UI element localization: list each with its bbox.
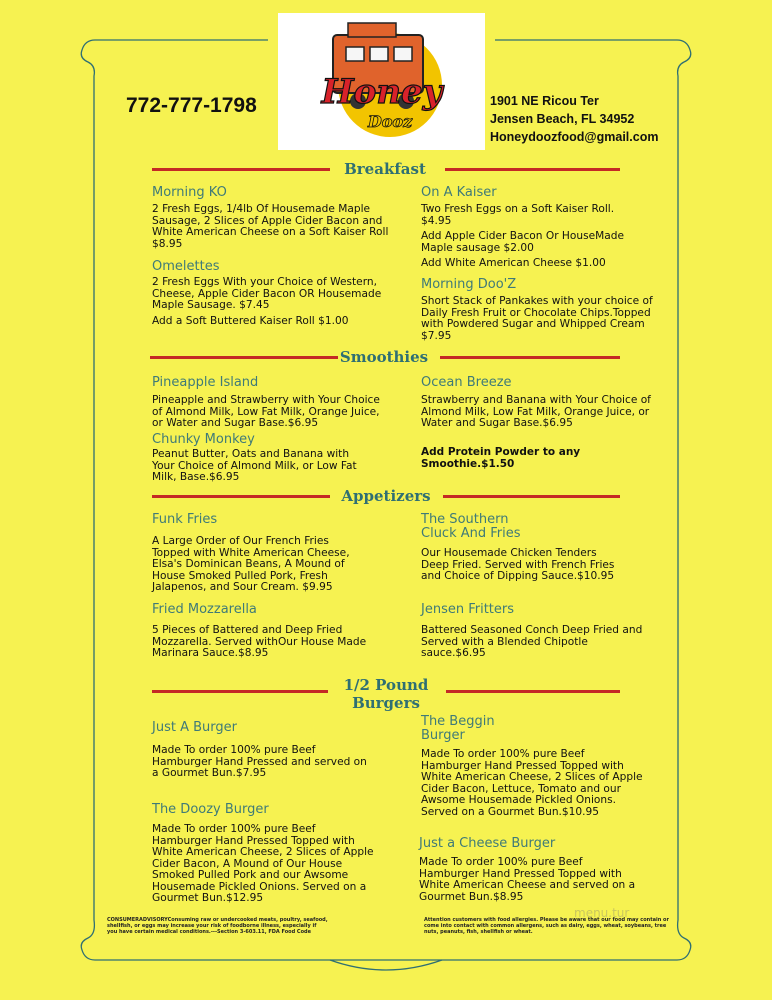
section-divider — [150, 356, 338, 359]
item-desc-morning-dooz — [421, 296, 653, 342]
item-desc-jensen-fritters — [421, 625, 642, 660]
desc-line: White American Cheese, 2 Slices of Apple — [152, 846, 374, 858]
desc-line: Served on a Gourmet Bun.$10.95 — [421, 805, 599, 818]
desc-line: Water and Sugar Base.$6.95 — [421, 417, 573, 429]
logo-wordmark: Honey — [321, 72, 443, 112]
desc-line: White American Cheese on a Soft Kaiser Roll — [152, 226, 389, 238]
desc-line: Cheese, Apple Cider Bacon OR Housemade — [152, 287, 382, 300]
desc-line: Maple sausage $2.00 — [421, 241, 534, 254]
item-desc-funk-fries — [152, 536, 350, 594]
item-title-beggin-burger — [421, 715, 495, 743]
desc-line: Mozzarella. Served withOur House Made — [152, 635, 367, 648]
desc-line: Made To order 100% pure Beef — [152, 823, 316, 835]
section-divider — [152, 690, 328, 693]
note-line: Add Protein Powder to any — [421, 446, 581, 458]
desc-line: Strawberry and Banana with Your Choice of — [421, 394, 651, 406]
desc-line: Cider Bacon, A Mound of Our House — [152, 857, 343, 870]
logo — [278, 13, 485, 150]
section-divider — [440, 356, 620, 359]
desc-line: a Gourmet Bun.$7.95 — [152, 767, 267, 779]
title-line: The Southern — [421, 512, 509, 527]
phone-number[interactable]: 772-777-1798 — [126, 94, 257, 117]
section-divider — [152, 495, 330, 498]
desc-line: Hamburger Hand Pressed Topped with — [419, 867, 622, 880]
desc-line: of Almond Milk, Low Fat Milk, Orange Juice, — [152, 405, 380, 418]
protein-addon-note — [421, 446, 580, 470]
desc-line: Made To order 100% pure Beef — [152, 744, 316, 756]
desc-line: Elsa's Dominican Beans, A Mound of — [152, 558, 345, 570]
desc-line: White American Cheese and served on a — [419, 879, 636, 891]
food-truck-logo-icon — [278, 13, 485, 150]
item-desc-pineapple-island — [152, 395, 380, 430]
item-desc-chunky-monkey — [152, 449, 357, 484]
desc-line: Housemade Pickled Onions. Served on a — [152, 880, 367, 893]
section-title-burgers — [334, 676, 438, 712]
desc-line: Short Stack of Pankakes with your choice of — [421, 295, 653, 307]
item-desc-ocean-breeze — [421, 395, 651, 430]
desc-line: Your Choice of Almond Milk, or Low Fat — [152, 459, 357, 472]
desc-line: Our Housemade Chicken Tenders — [421, 547, 597, 559]
desc-line: sauce.$6.95 — [421, 647, 486, 659]
item-title-ocean-breeze: Ocean Breeze — [421, 375, 512, 390]
item-desc-southern-cluck — [421, 548, 614, 583]
desc-line: Awsome Housemade Pickled Onions. — [421, 794, 616, 806]
desc-line: Jalapenos, and Sour Cream. $9.95 — [152, 581, 333, 593]
title-line: Burgers — [352, 694, 420, 712]
fine-line: come into contact with common allergens, such as dairy, eggs, wheat, soybeans, tree — [424, 923, 667, 929]
item-title-cheese-burger: Just a Cheese Burger — [419, 836, 556, 851]
title-line: Burger — [421, 728, 465, 743]
desc-line: with Powdered Sugar and Whipped Cream — [421, 318, 645, 330]
desc-line: Topped with White American Cheese, — [152, 546, 350, 559]
item-desc-morning-ko — [152, 204, 388, 250]
item-desc-doozy-burger — [152, 824, 374, 905]
desc-line: House Smoked Pulled Pork, Fresh — [152, 569, 328, 582]
desc-line: or Water and Sugar Base.$6.95 — [152, 417, 319, 429]
item-title-jensen-fritters: Jensen Fritters — [421, 602, 515, 617]
item-desc-on-a-kaiser — [421, 204, 614, 227]
desc-line: Battered Seasoned Conch Deep Fried and — [421, 624, 643, 636]
desc-line: Marinara Sauce.$8.95 — [152, 647, 269, 659]
item-desc-beggin-burger — [421, 749, 643, 818]
desc-line: Daily Fresh Fruit or Chocolate Chips.Topped — [421, 306, 651, 319]
note-line: Smoothie.$1.50 — [421, 458, 515, 470]
item-desc-omelettes — [152, 277, 381, 312]
item-desc-fried-mozzarella — [152, 625, 366, 660]
item-title-morning-ko: Morning KO — [152, 185, 227, 200]
desc-line: $8.95 — [152, 237, 183, 250]
desc-line: $7.95 — [421, 329, 452, 342]
desc-line: A Large Order of Our French Fries — [152, 535, 329, 547]
desc-line: Milk, Base.$6.95 — [152, 471, 240, 483]
fine-line: you have certain medical conditions.---Section 3-603.11, FDA Food Code — [107, 929, 311, 935]
item-title-pineapple-island: Pineapple Island — [152, 375, 259, 390]
item-title-morning-dooz: Morning Doo'Z — [421, 277, 517, 292]
section-title-smoothies: Smoothies — [339, 348, 429, 366]
section-title-appetizers: Appetizers — [341, 487, 431, 505]
desc-line: Sausage, 2 Slices of Apple Cider Bacon and — [152, 214, 383, 227]
desc-line: Cider Bacon, Lettuce, Tomato and our — [421, 782, 621, 795]
consumer-advisory — [107, 917, 328, 935]
desc-line: Gourmet Bun.$8.95 — [419, 890, 524, 903]
fine-line: CONSUMERADVISORYConsuming raw or undercooked meats, poultry, seafood, — [107, 917, 328, 923]
item-title-just-a-burger: Just A Burger — [152, 720, 237, 735]
desc-line: Served with a Blended Chipotle — [421, 635, 588, 648]
title-line: 1/2 Pound — [343, 676, 429, 694]
section-title-breakfast: Breakfast — [344, 160, 426, 178]
allergy-notice — [424, 917, 669, 935]
item-title-fried-mozzarella: Fried Mozzarella — [152, 602, 257, 617]
item-addon-kaiser-cheese: Add White American Cheese $1.00 — [421, 257, 606, 269]
title-line: The Beggin — [421, 714, 495, 729]
section-divider — [152, 168, 330, 171]
desc-line: Hamburger Hand Pressed and served on — [152, 755, 367, 768]
item-title-chunky-monkey: Chunky Monkey — [152, 432, 255, 447]
desc-line: Pineapple and Strawberry with Your Choice — [152, 394, 380, 406]
desc-line: Hamburger Hand Pressed Topped with — [152, 834, 355, 847]
section-divider — [445, 168, 620, 171]
desc-line: White American Cheese, 2 Slices of Apple — [421, 771, 643, 783]
item-addon-omelettes: Add a Soft Buttered Kaiser Roll $1.00 — [152, 315, 349, 327]
desc-line: Made To order 100% pure Beef — [419, 856, 583, 868]
section-divider — [446, 690, 620, 693]
fine-line: nuts, peanuts, fish, shellfish or wheat. — [424, 929, 533, 935]
item-title-southern-cluck — [421, 513, 521, 541]
watermark: menu.tur — [574, 906, 630, 920]
desc-line: Maple Sausage. $7.45 — [152, 299, 270, 311]
desc-line: Deep Fried. Served with French Fries — [421, 558, 615, 571]
item-title-omelettes: Omelettes — [152, 259, 220, 274]
title-line: Cluck And Fries — [421, 526, 521, 541]
item-desc-cheese-burger — [419, 857, 635, 903]
desc-line: Made To order 100% pure Beef — [421, 748, 585, 760]
address-line-1: 1901 NE Ricou Ter — [490, 94, 599, 108]
desc-line: 5 Pieces of Battered and Deep Fried — [152, 624, 343, 636]
item-desc-just-a-burger — [152, 745, 367, 780]
contact-address — [490, 92, 658, 146]
desc-line: Hamburger Hand Pressed Topped with — [421, 759, 624, 772]
desc-line: Almond Milk, Low Fat Milk, Orange Juice, or — [421, 405, 650, 418]
item-title-on-a-kaiser: On A Kaiser — [421, 185, 497, 200]
desc-line: Add Apple Cider Bacon Or HouseMade — [421, 230, 624, 242]
logo-wordmark-sub: Dooz — [367, 112, 413, 131]
section-divider — [443, 495, 620, 498]
item-title-doozy-burger: The Doozy Burger — [152, 802, 269, 817]
desc-line: and Choice of Dipping Sauce.$10.95 — [421, 570, 615, 582]
desc-line: 2 Fresh Eggs, 1/4lb Of Housemade Maple — [152, 203, 371, 215]
address-line-2: Jensen Beach, FL 34952 — [490, 112, 635, 126]
desc-line: 2 Fresh Eggs With your Choice of Western, — [152, 276, 377, 288]
email-link[interactable]: Honeydoozfood@gmail.com — [490, 130, 659, 144]
desc-line: Smoked Pulled Pork and our Awsome — [152, 869, 349, 881]
desc-line: $4.95 — [421, 214, 452, 227]
desc-line: Peanut Butter, Oats and Banana with — [152, 448, 350, 460]
fine-line: Attention customers with food allergies. Please be aware that our food may contain or — [424, 917, 669, 923]
item-title-funk-fries: Funk Fries — [152, 512, 218, 527]
desc-line: Gourmet Bun.$12.95 — [152, 892, 264, 904]
desc-line: Two Fresh Eggs on a Soft Kaiser Roll. — [421, 203, 615, 215]
item-addon-kaiser-bacon — [421, 231, 624, 254]
fine-line: shellfish, or eggs may increase your risk of foodborne illness, especially if — [107, 923, 317, 929]
